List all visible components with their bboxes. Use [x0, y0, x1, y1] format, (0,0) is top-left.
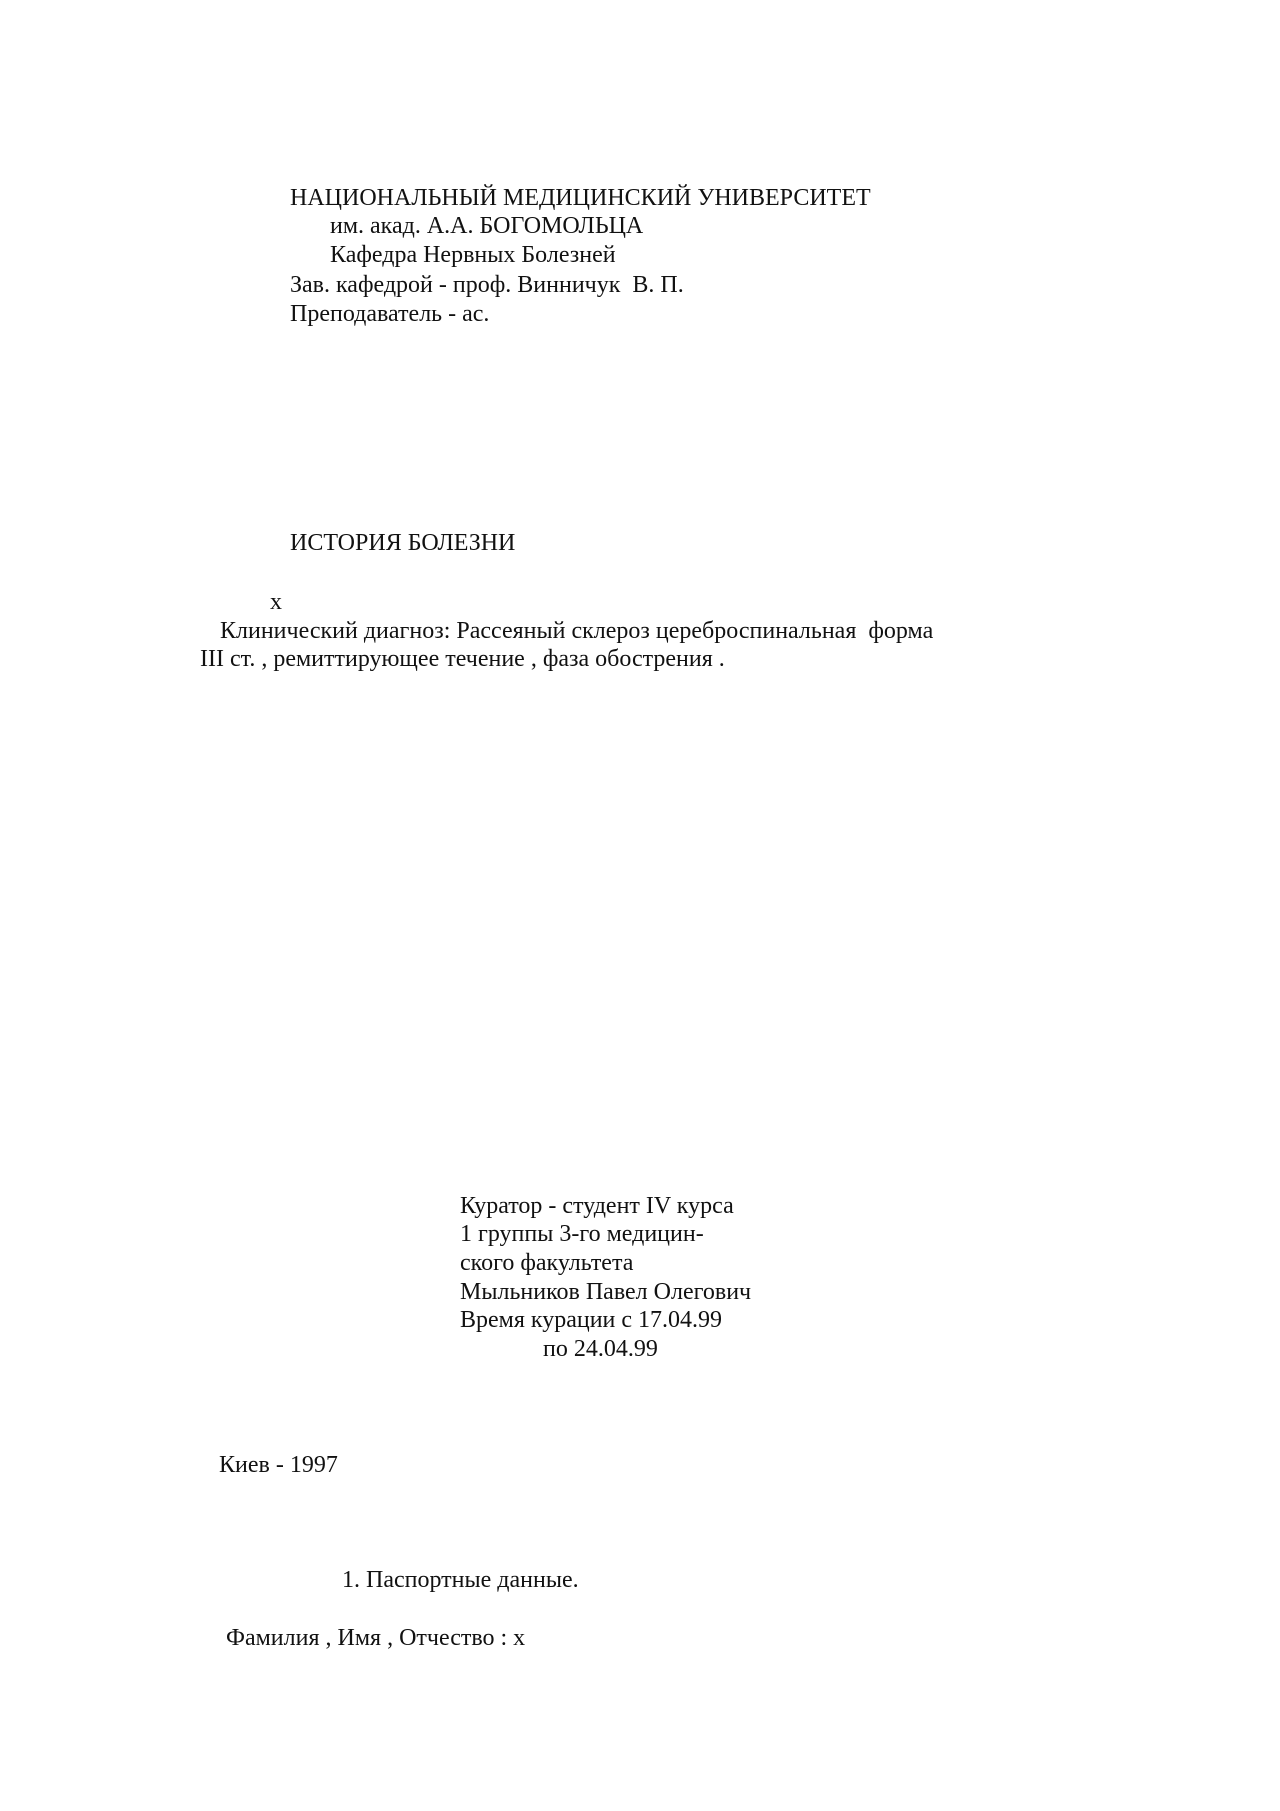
teacher: Преподаватель - ас. [290, 301, 490, 327]
document-title: ИСТОРИЯ БОЛЕЗНИ [290, 530, 516, 556]
patient-mark: x [270, 589, 282, 615]
city-year: Киев - 1997 [219, 1452, 338, 1478]
fio-label: Фамилия , Имя , Отчество : x [226, 1625, 526, 1651]
curator-line-3: ского факультета [460, 1250, 634, 1276]
diagnosis-line-2: III ст. , ремиттирующее течение , фаза обострения . [200, 646, 725, 672]
head-of-department: Зав. кафедрой - проф. Винничук В. П. [290, 272, 684, 298]
diagnosis-line-1: Клинический диагноз: Рассеяный склероз цереброспинальная форма [220, 618, 934, 644]
curation-period-from: Время курации с 17.04.99 [460, 1307, 723, 1333]
curator-line-1: Куратор - студент IV курса [460, 1193, 734, 1219]
university-named-after: им. акад. А.А. БОГОМОЛЬЦА [330, 213, 644, 239]
section-heading: 1. Паспортные данные. [342, 1567, 579, 1593]
curator-name: Мыльников Павел Олегович [460, 1279, 752, 1305]
university-name: НАЦИОНАЛЬНЫЙ МЕДИЦИНСКИЙ УНИВЕРСИТЕТ [290, 185, 871, 211]
department-name: Кафедра Нервных Болезней [330, 242, 616, 268]
curation-period-to: по 24.04.99 [543, 1336, 658, 1362]
curator-line-2: 1 группы 3-го медицин- [460, 1221, 704, 1247]
